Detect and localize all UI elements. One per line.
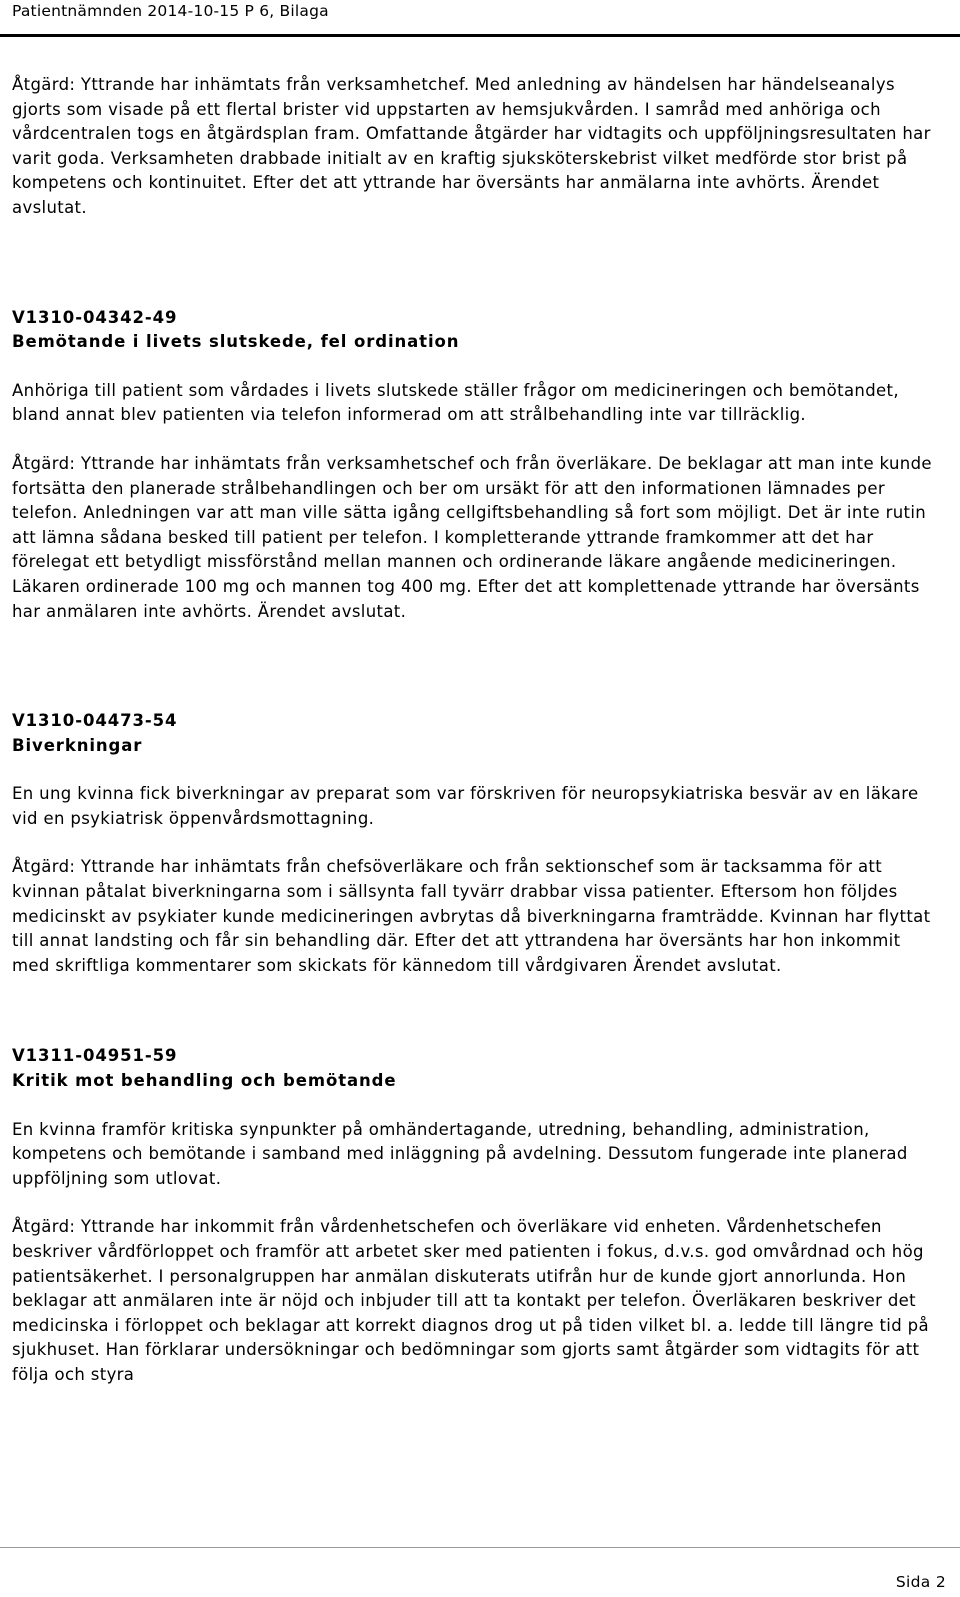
intro-paragraph: Åtgärd: Yttrande har inhämtats från verksamhetchef. Med anledning av händelsen har händelseanalys gjorts som visade på ett flertal brister vid uppstarten av hemsjukvården. I samråd med anhöriga och vårdcentralen togs en åtgärdsplan fram. Omfattande åtgärder har vidtagits och uppföljningsresultaten har varit goda. Verksamheten drabbade initialt av en kraftig sjuksköterskebrist vilket medförde stor brist på kompetens och kontinuitet. Efter det att yttrande har översänts har anmälarna inte avhörts. Ärendet avslutat. [12,75,931,217]
case-title: Kritik mot behandling och bemötande [12,1071,397,1091]
case-id: V1311-04951-59 [12,1046,178,1066]
page-header [0,0,960,37]
case-description: En kvinna framför kritiska synpunkter på omhändertagande, utredning, behandling, administration, kompetens och bemötande i samband med inläggning på avdelning. Dessutom fungerade inte planerad uppföljning som utlovat. [12,1119,908,1188]
case-title: Bemötande i livets slutskede, fel ordination [12,332,460,352]
case-action: Åtgärd: Yttrande har inhämtats från verksamhetschef och från överläkare. De beklagar att man inte kunde fortsätta den planerade strålbehandlingen och ber om ursäkt för att den informationen lämnades per telefon. Anledningen var att man ville sätta igång cellgiftsbehandling så fort som möjligt. Det är inte rutin att lämna sådana besked till patient per telefon. I kompletterande yttrande framkommer att det har förelegat ett betydligt missförstånd mellan mannen och ordinerande läkare angående medicineringen. Läkaren ordinerade 100 mg och mannen tog 400 mg. Efter det att komplettenade yttrande har översänts har anmälaren inte avhörts. Ärendet avslutat. [12,453,932,621]
case-title: Biverkningar [12,735,143,755]
case-id: V1310-04473-54 [12,711,178,731]
page-number: Sida 2 [895,1573,946,1591]
case-description: En ung kvinna fick biverkningar av preparat som var förskriven för neuropsykiatriska besvär av en läkare vid en psykiatrisk öppenvårdsmottagning. [12,784,919,828]
header-title: Patientnämnden 2014-10-15 P 6, Bilaga [12,2,329,20]
case-entry [12,709,942,978]
case-id: V1310-04342-49 [12,307,178,327]
case-action: Åtgärd: Yttrande har inhämtats från chefsöverläkare och från sektionschef som är tacksamma för att kvinnan påtalat biverkningarna som i sällsynta fall tyvärr drabbar vissa patienter. Eftersom hon följdes medicinskt av psykiater kunde medicineringen avbrytas då biverkningarna framträdde. Kvinnan har flyttat till annat landsting och får sin behandling där. Efter det att yttrandena har översänts har hon inkommit med skriftliga kommentarer som skickats för kännedom till vårdgivaren Ärendet avslutat. [12,857,931,975]
case-action: Åtgärd: Yttrande har inkommit från vårdenhetschefen och överläkare vid enheten. Vårdenhetschefen beskriver vårdförloppet och framför att arbetet sker med patienten i fokus, d.v.s. god omvårdnad och hög patientsäkerhet. I personalgruppen har anmälan diskuterats utifrån hur de kunde gjort annorlunda. Hon beklagar att anmälaren inte är nöjd och inbjuder till att ta kontakt per telefon. Överläkaren beskriver det medicinska i förloppet och beklagar att korrekt diagnos drog ut på tiden vilket bl. a. ledde till längre tid på sjukhuset. Han förklarar undersökningar och bedömningar som gjorts samt åtgärder som vidtagits för att följa och styra [12,1217,929,1384]
document-body [12,73,942,1388]
case-description: Anhöriga till patient som vårdades i livets slutskede ställer frågor om medicineringen och bemötandet, bland annat blev patienten via telefon informerad om att strålbehandling inte var tillräcklig. [12,380,899,425]
case-entry [12,1044,942,1387]
case-entry [12,306,942,625]
footer-divider [0,1547,960,1548]
